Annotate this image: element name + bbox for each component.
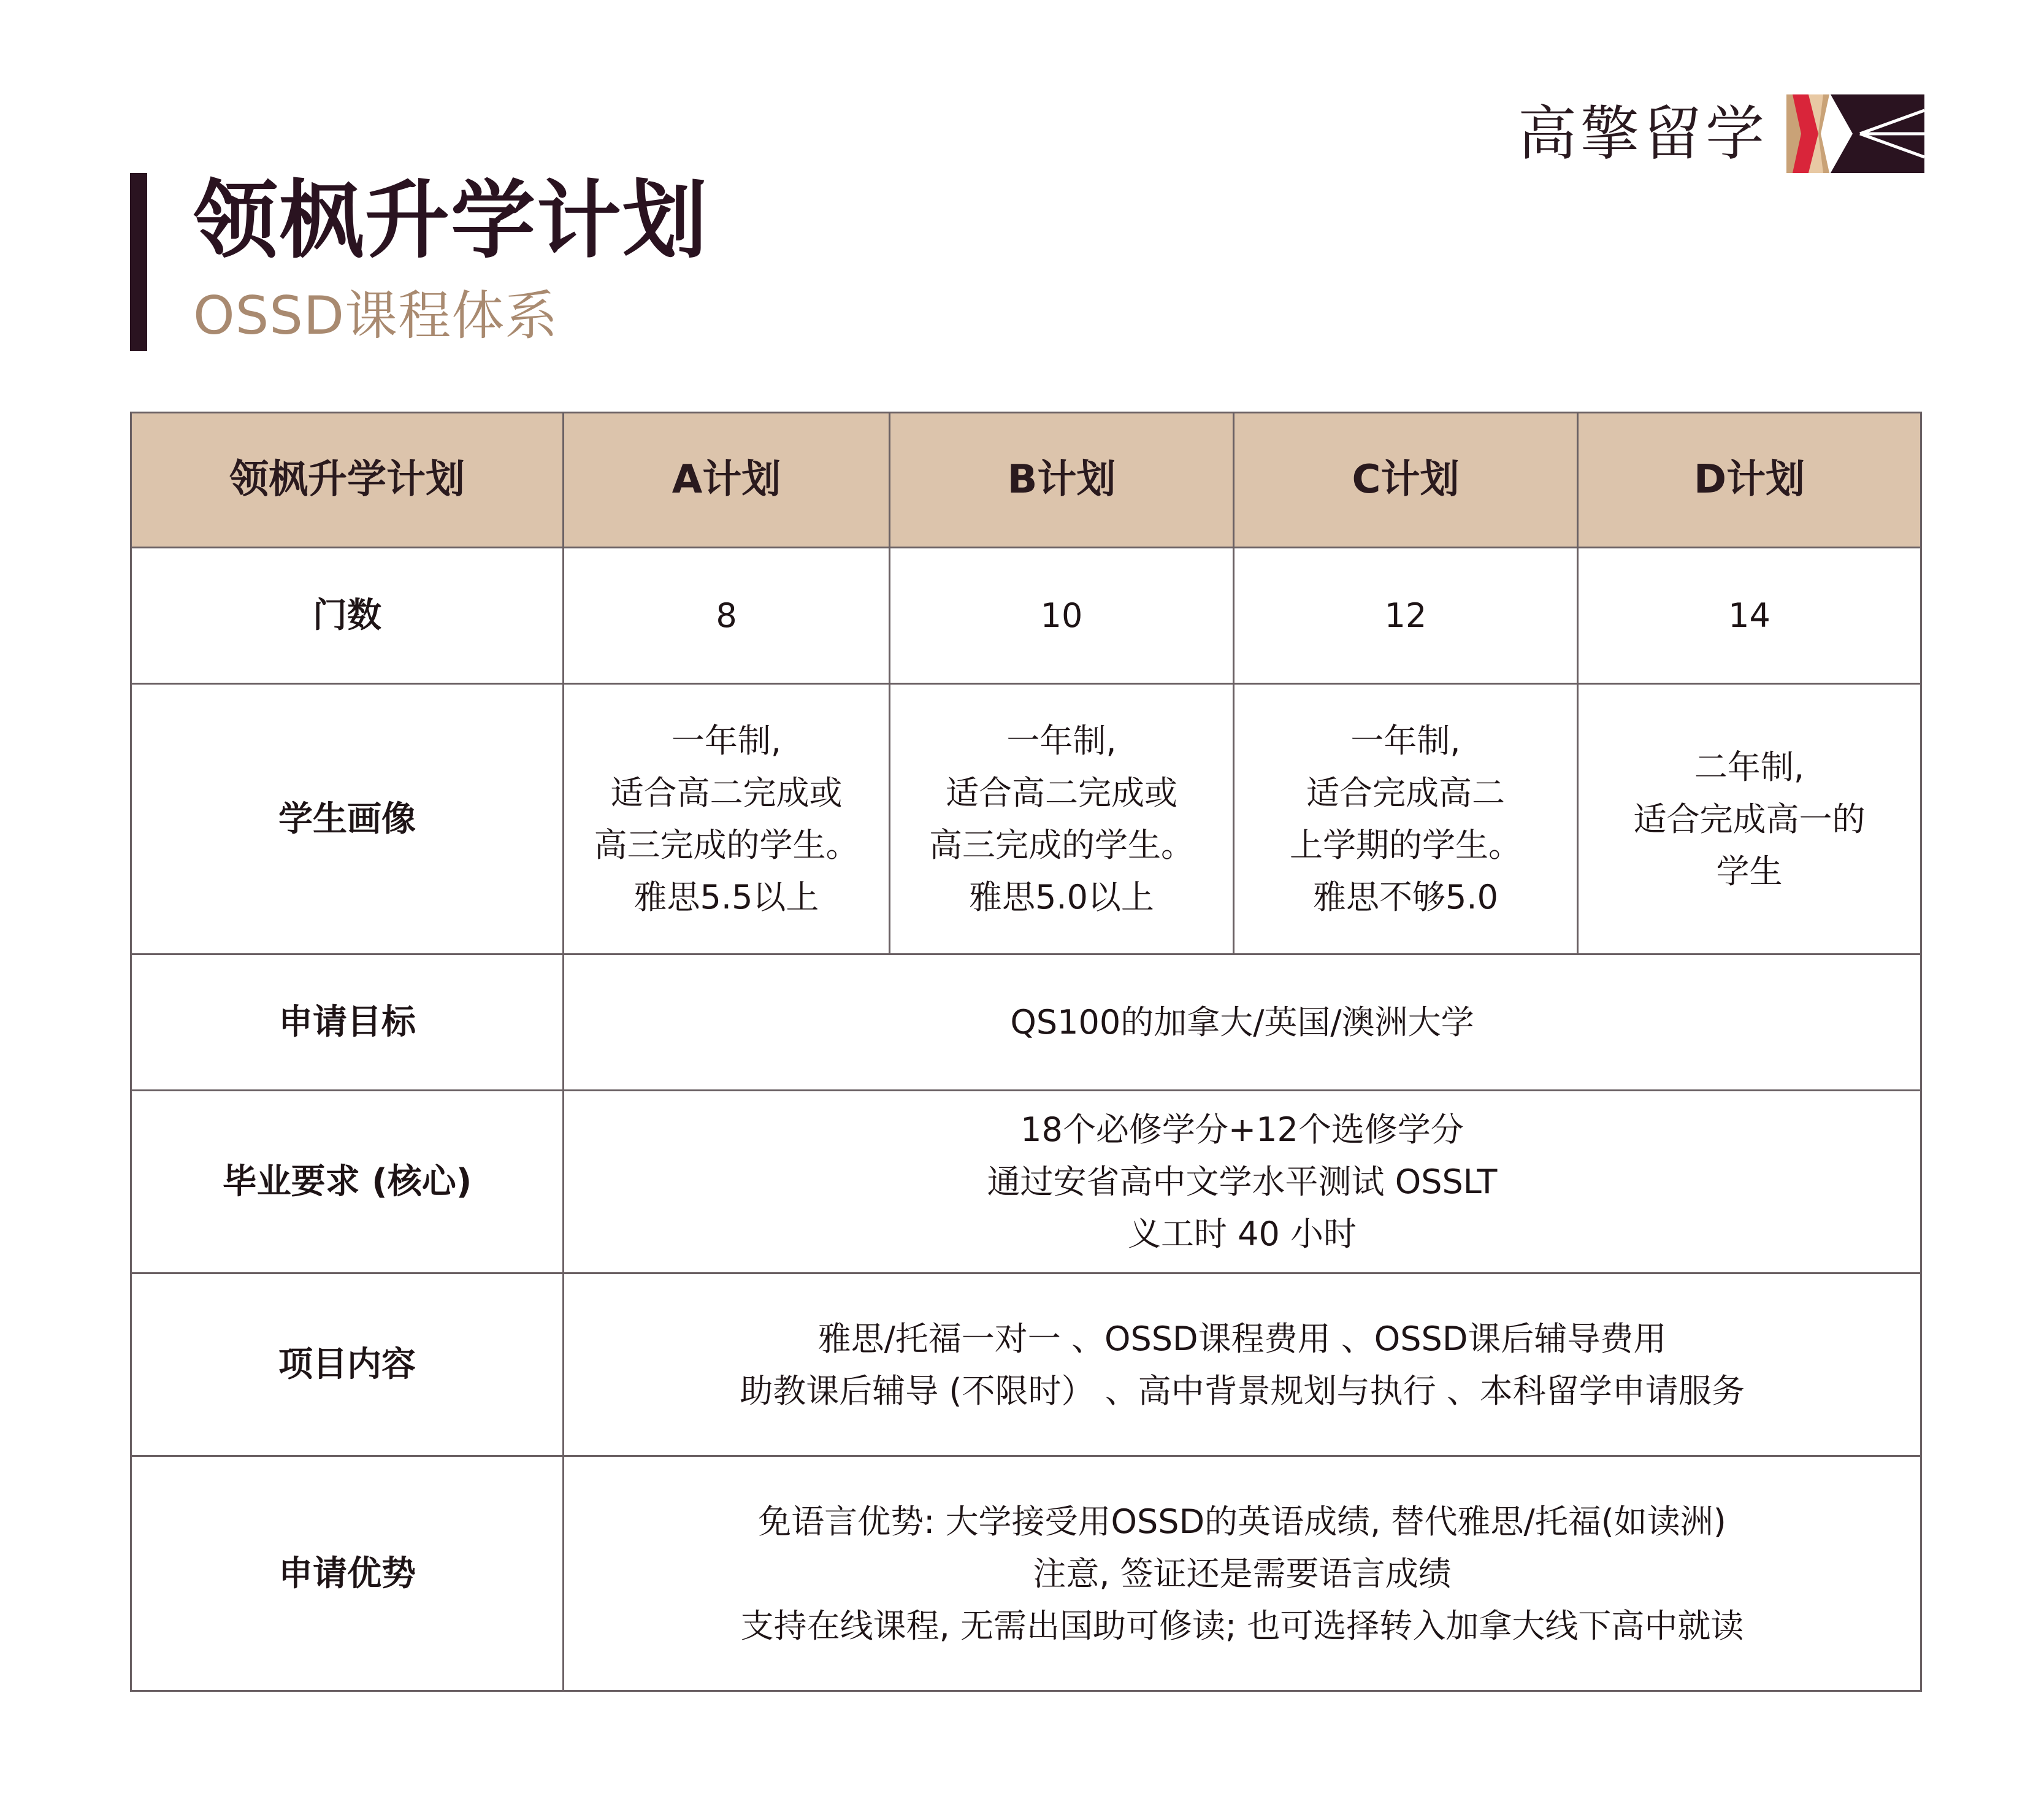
column-header-plan-c: C计划 bbox=[1234, 413, 1578, 548]
course-count-plan-a: 8 bbox=[564, 548, 890, 684]
column-header-plan-a: A计划 bbox=[564, 413, 890, 548]
course-count-plan-d: 14 bbox=[1578, 548, 1921, 684]
profile-line: 二年制, bbox=[1694, 747, 1805, 786]
graduation-line: 通过安省高中文学水平测试 OSSLT bbox=[987, 1162, 1498, 1201]
student-profile-plan-c bbox=[1234, 684, 1578, 954]
graduation-line: 18个必修学分+12个选修学分 bbox=[1020, 1110, 1464, 1149]
profile-line: 适合完成高二 bbox=[1306, 774, 1505, 812]
table-row-student-profile bbox=[131, 684, 1921, 954]
row-label-application-advantage: 申请优势 bbox=[131, 1456, 564, 1691]
advantage-line: 支持在线课程, 无需出国助可修读; 也可选择转入加拿大线下高中就读 bbox=[740, 1606, 1744, 1645]
student-profile-plan-b bbox=[890, 684, 1234, 954]
column-header-plan-b: B计划 bbox=[890, 413, 1234, 548]
row-label-graduation-requirements: 毕业要求 (核心) bbox=[131, 1091, 564, 1273]
content-line: 助教课后辅导 (不限时） 、高中背景规划与执行 、本科留学申请服务 bbox=[740, 1371, 1745, 1410]
content-line: 雅思/托福一对一 、OSSD课程费用 、OSSD课后辅导费用 bbox=[817, 1319, 1667, 1358]
advantage-line: 注意, 签证还是需要语言成绩 bbox=[1033, 1554, 1452, 1593]
column-header-program: 领枫升学计划 bbox=[131, 413, 564, 548]
table-row-application-advantage bbox=[131, 1456, 1921, 1691]
title-accent-bar bbox=[130, 173, 147, 351]
profile-line: 一年制, bbox=[1350, 721, 1461, 760]
table-row-application-target bbox=[131, 954, 1921, 1091]
row-label-course-count: 门数 bbox=[131, 548, 564, 684]
profile-line: 高三完成的学生。 bbox=[594, 826, 859, 864]
table-row-graduation-requirements bbox=[131, 1091, 1921, 1273]
profile-line: 上学期的学生。 bbox=[1290, 826, 1522, 864]
advantage-line: 免语言优势: 大学接受用OSSD的英语成绩, 替代雅思/托福(如读洲) bbox=[758, 1502, 1726, 1541]
page-subtitle: OSSD课程体系 bbox=[193, 285, 559, 347]
profile-line: 学生 bbox=[1716, 851, 1783, 891]
profile-line: 一年制, bbox=[1006, 721, 1117, 760]
graduation-line: 义工时 40 小时 bbox=[1127, 1215, 1357, 1253]
profile-line: 适合完成高一的 bbox=[1633, 799, 1866, 839]
course-count-plan-b: 10 bbox=[890, 548, 1234, 684]
program-content-value bbox=[564, 1273, 1921, 1456]
profile-line: 雅思不够5.0 bbox=[1313, 878, 1498, 916]
row-label-program-content: 项目内容 bbox=[131, 1273, 564, 1456]
table-row-course-count bbox=[131, 548, 1921, 684]
student-profile-plan-a bbox=[564, 684, 890, 954]
brand-name: 高擎留学 bbox=[1518, 99, 1768, 168]
column-header-plan-d: D计划 bbox=[1578, 413, 1921, 548]
row-label-application-target: 申请目标 bbox=[131, 954, 564, 1091]
profile-line: 雅思5.0以上 bbox=[969, 878, 1154, 916]
profile-line: 适合高二完成或 bbox=[610, 774, 843, 812]
application-advantage-value bbox=[564, 1456, 1921, 1691]
application-target-value: QS100的加拿大/英国/澳洲大学 bbox=[564, 954, 1921, 1091]
profile-line: 一年制, bbox=[671, 721, 782, 760]
course-count-plan-c: 12 bbox=[1234, 548, 1578, 684]
profile-line: 高三完成的学生。 bbox=[929, 826, 1194, 864]
plan-table bbox=[130, 412, 1922, 1692]
page-title: 领枫升学计划 bbox=[193, 171, 709, 270]
graduation-requirements-value bbox=[564, 1091, 1921, 1273]
student-profile-plan-d bbox=[1578, 684, 1921, 954]
profile-line: 适合高二完成或 bbox=[946, 774, 1177, 812]
brand bbox=[1518, 91, 1924, 177]
row-label-student-profile: 学生画像 bbox=[131, 684, 564, 954]
table-row-program-content bbox=[131, 1273, 1921, 1456]
table-header-row bbox=[131, 413, 1921, 548]
profile-line: 雅思5.5以上 bbox=[633, 878, 819, 916]
brand-logo-icon bbox=[1786, 91, 1924, 177]
